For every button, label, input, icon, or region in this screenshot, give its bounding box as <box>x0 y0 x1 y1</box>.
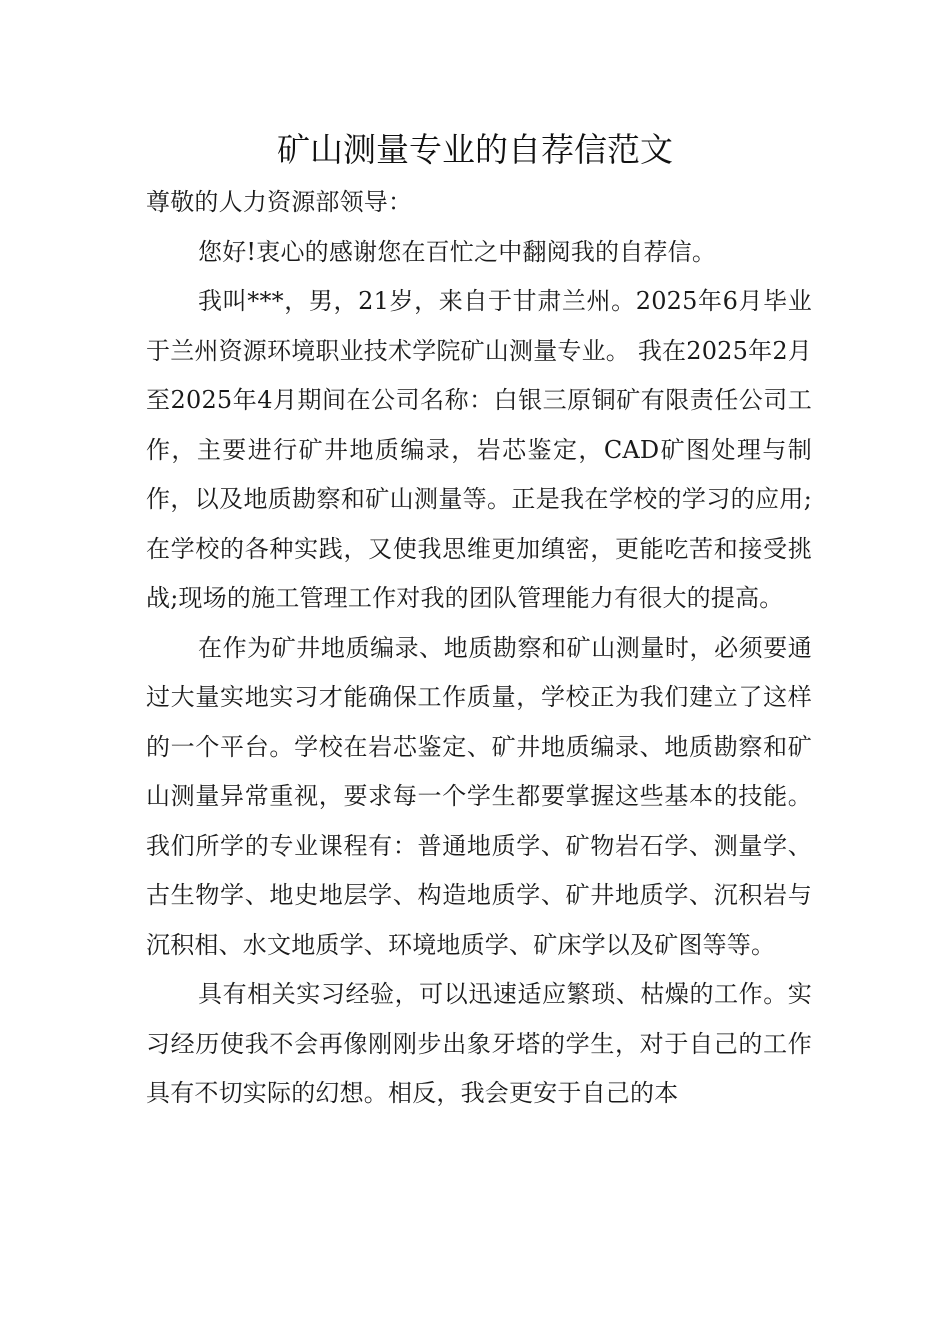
letter-body <box>146 178 812 1119</box>
paragraph-greeting: 您好!衷心的感谢您在百忙之中翻阅我的自荐信。 <box>198 237 717 266</box>
paragraph-studies: 在作为矿井地质编录、地质勘察和矿山测量时，必须要通过大量实地实习才能确保工作质量，学校正为我们建立了这样的一个平台。学校在岩芯鉴定、矿井地质编录、地质勘察和矿山测量异常重视，要求每一个学生都要掌握这些基本的技能。我们所学的专业课程有：普通地质学、矿物岩石学、测量学、古生物学、地史地层学、构造地质学、矿井地质学、沉积岩与沉积相、水文地质学、环境地质学、矿床学以及矿图等等。 <box>146 633 812 959</box>
salutation: 尊敬的人力资源部领导： <box>146 188 413 216</box>
document-title: 矿山测量专业的自荐信范文 <box>277 130 673 169</box>
paragraph-experience: 具有相关实习经验，可以迅速适应繁琐、枯燥的工作。实习经历使我不会再像刚刚步出象牙塔的学生，对于自己的工作具有不切实际的幻想。相反，我会更安于自己的本 <box>146 980 812 1107</box>
paragraph-introduction: 我叫***，男，21岁，来自于甘肃兰州。2025年6月毕业于兰州资源环境职业技术学院矿山测量专业。 我在2025年2月至2025年4月期间在公司名称：白银三原铜矿有限责任公司工作，主要进行矿井地质编录，岩芯鉴定，CAD矿图处理与制作，以及地质勘察和矿山测量等。正是我在学校的学习的应用;在学校的各种实践，又使我思维更加缜密，更能吃苦和接受挑战;现场的施工管理工作对我的团队管理能力有很大的提高。 <box>146 287 812 612</box>
